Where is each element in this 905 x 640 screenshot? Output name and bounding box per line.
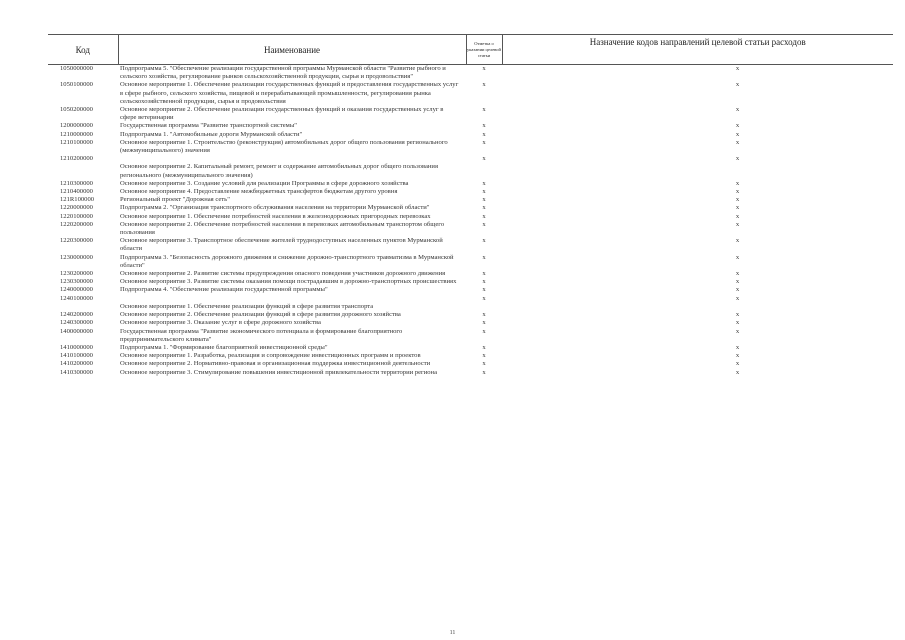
table-row	[48, 213, 893, 221]
cell-name: Подпрограмма 3. "Безопасность дорожного движения и снижение дорожно-транспортного травматизма в Мурманской области"	[120, 253, 454, 269]
cell-purpose: x	[735, 368, 740, 376]
cell-mark: x	[482, 155, 486, 163]
table-row	[48, 270, 893, 278]
target-articles-table	[48, 34, 893, 377]
table-row	[48, 344, 893, 352]
cell-name: Основное мероприятие 2. Нормативно-правовая и организационная поддержка инвестиционной деятельности	[120, 360, 431, 368]
cell-mark	[466, 303, 502, 311]
cell-mark: x	[482, 130, 486, 138]
cell-mark: x	[482, 278, 486, 286]
table-row	[48, 131, 893, 139]
table-row	[48, 352, 893, 360]
cell-mark: x	[482, 106, 486, 114]
cell-purpose: x	[735, 196, 740, 204]
cell-code: 1240300000	[60, 319, 93, 327]
cell-purpose: x	[735, 106, 740, 114]
cell-code	[48, 163, 118, 179]
cell-mark: x	[482, 179, 486, 187]
cell-name	[118, 295, 466, 303]
cell-name: Подпрограмма 5. "Обеспечение реализации государственной программы Мурманской области "Развитие рыбного и сельского хозяйства, регулирование рынков сельскохозяйственной продукции, сырья и продовольствия"	[120, 65, 446, 81]
cell-purpose: x	[735, 343, 740, 351]
cell-name: Государственная программа "Развитие транспортной системы"	[120, 122, 297, 130]
cell-mark: x	[482, 204, 486, 212]
cell-purpose: x	[735, 188, 740, 196]
cell-purpose: x	[735, 327, 740, 335]
cell-code: 1210000000	[60, 130, 93, 138]
table-row	[48, 295, 893, 303]
cell-name: Региональный проект "Дорожная сеть"	[120, 196, 230, 204]
table-row	[48, 278, 893, 286]
cell-name: Подпрограмма 2. "Организация транспортного обслуживания населения на территории Мурманской области"	[120, 204, 430, 212]
cell-code: 1400000000	[60, 327, 93, 335]
cell-mark: x	[482, 253, 486, 261]
cell-mark: x	[482, 286, 486, 294]
cell-purpose: x	[735, 253, 740, 261]
header-code: Код	[48, 35, 118, 65]
cell-mark: x	[482, 188, 486, 196]
cell-name: Подпрограмма 4. "Обеспечение реализации государственной программы"	[120, 286, 328, 294]
table-row	[48, 254, 893, 270]
cell-purpose: x	[735, 130, 740, 138]
cell-code: 1220200000	[60, 220, 93, 228]
cell-mark: x	[482, 294, 486, 302]
header-purpose: Назначение кодов направлений целевой статьи расходов	[502, 35, 893, 65]
cell-code	[48, 303, 118, 311]
cell-mark: x	[482, 138, 486, 146]
table-row	[48, 303, 893, 311]
cell-mark: x	[482, 81, 486, 89]
cell-purpose	[502, 303, 893, 311]
cell-code: 1410100000	[60, 352, 93, 360]
cell-name	[118, 155, 466, 163]
cell-purpose: x	[735, 294, 740, 302]
cell-code: 1050000000	[60, 65, 93, 72]
cell-name: Основное мероприятие 1. Строительство (реконструкция) автомобильных дорог общего пользования регионального (межмуниципального) значения	[120, 138, 448, 155]
cell-mark: x	[482, 360, 486, 368]
cell-name: Подпрограмма 1. "Автомобильные дороги Мурманской области"	[120, 130, 303, 138]
cell-name: Основное мероприятие 3. Стимулирование повышения инвестиционной привлекательности территории региона	[120, 368, 437, 376]
cell-mark: x	[482, 319, 486, 327]
cell-purpose: x	[735, 122, 740, 130]
table-row	[48, 122, 893, 130]
table-row	[48, 369, 893, 377]
cell-mark	[466, 163, 502, 179]
cell-name: Основное мероприятие 4. Предоставление межбюджетных трансфертов бюджетам другого уровня	[120, 188, 398, 196]
cell-code: 1210200000	[60, 155, 93, 163]
cell-mark: x	[482, 270, 486, 278]
cell-purpose: x	[735, 311, 740, 319]
cell-code: 1210100000	[60, 138, 93, 146]
cell-name: Основное мероприятие 3. Развитие системы оказания помощи пострадавшим в дорожно-транспортных происшествиях	[120, 278, 457, 286]
table-row	[48, 319, 893, 327]
cell-purpose: x	[735, 65, 740, 72]
cell-mark: x	[482, 352, 486, 360]
table-row	[48, 81, 893, 106]
table-row	[48, 188, 893, 196]
cell-purpose: x	[735, 155, 740, 163]
cell-mark: x	[482, 196, 486, 204]
cell-code: 1240000000	[60, 286, 93, 294]
cell-purpose: x	[735, 319, 740, 327]
table-row	[48, 311, 893, 319]
table-row	[48, 106, 893, 122]
cell-code: 1220100000	[60, 212, 93, 220]
cell-name: Основное мероприятие 2. Обеспечение реализации функций в сфере развития дорожного хозяйства	[120, 311, 401, 319]
table-row	[48, 196, 893, 204]
cell-mark: x	[482, 237, 486, 245]
table-row	[48, 65, 893, 82]
table-row	[48, 180, 893, 188]
cell-purpose: x	[735, 179, 740, 187]
cell-purpose: x	[735, 220, 740, 228]
table-row	[48, 139, 893, 155]
cell-name: Основное мероприятие 1. Разработка, реализация и сопровождение инвестиционных программ и проектов	[120, 352, 421, 360]
cell-purpose: x	[735, 286, 740, 294]
cell-mark: x	[482, 368, 486, 376]
table-row	[48, 204, 893, 212]
cell-purpose: x	[735, 204, 740, 212]
cell-code: 1210400000	[60, 188, 93, 196]
cell-code: 1230200000	[60, 270, 93, 278]
cell-mark: x	[482, 65, 486, 72]
cell-name: Основное мероприятие 3. Оказание услуг в сфере дорожного хозяйства	[120, 319, 321, 327]
cell-purpose: x	[735, 360, 740, 368]
cell-purpose: x	[735, 352, 740, 360]
table-header	[48, 35, 893, 65]
cell-code: 1220000000	[60, 204, 93, 212]
cell-mark: x	[482, 212, 486, 220]
cell-name: Основное мероприятие 2. Развитие системы предупреждения опасного поведения участников дорожного движения	[120, 270, 446, 278]
cell-name: Основное мероприятие 1. Обеспечение реализации государственных функций и предоставления государственных услуг в сфере рыбного, сельского хозяйства, пищевой и перерабатывающей промышленности, регулирования рынка сельскохозяйственной продукции, сырья и продовольствия	[120, 81, 459, 105]
table-body	[48, 65, 893, 377]
cell-name: Основное мероприятие 1. Обеспечение реализации функций в сфере развития транспорта	[120, 302, 374, 310]
cell-code: 1410300000	[60, 368, 93, 376]
cell-purpose: x	[735, 138, 740, 146]
cell-purpose: x	[735, 237, 740, 245]
table-row	[48, 328, 893, 344]
cell-mark: x	[482, 343, 486, 351]
cell-code: 1200000000	[60, 122, 93, 130]
cell-purpose: x	[735, 81, 740, 89]
cell-name: Основное мероприятие 2. Капитальный ремонт, ремонт и содержание автомобильных дорог общего пользования регионального (межмуниципального значения)	[120, 163, 438, 179]
cell-code: 1220300000	[60, 237, 93, 245]
page-number: 11	[449, 630, 456, 636]
cell-purpose: x	[735, 270, 740, 278]
table-row	[48, 163, 893, 179]
cell-purpose: x	[735, 278, 740, 286]
cell-code: 1210300000	[60, 179, 93, 187]
cell-name: Основное мероприятие 3. Транспортное обеспечение жителей труднодоступных населенных пунктов Мурманской области	[120, 237, 443, 253]
table-row	[48, 237, 893, 253]
cell-mark: x	[482, 311, 486, 319]
cell-code: 1410000000	[60, 343, 93, 351]
cell-name: Подпрограмма 1. "Формирование благоприятной инвестиционной среды"	[120, 343, 328, 351]
cell-code: 1230000000	[60, 253, 93, 261]
cell-code: 1230300000	[60, 278, 93, 286]
cell-code: 1050200000	[60, 106, 93, 114]
table-row	[48, 360, 893, 368]
cell-code: 1240100000	[60, 294, 93, 302]
cell-code: 1240200000	[60, 311, 93, 319]
cell-code: 1050100000	[60, 81, 93, 89]
cell-code: 121R100000	[60, 196, 95, 204]
cell-name: Основное мероприятие 2. Обеспечение потребностей населения в перевозках автомобильным транспортом общего пользования	[120, 220, 445, 237]
cell-name: Основное мероприятие 3. Создание условий для реализации Программы в сфере дорожного хозяйства	[120, 179, 409, 187]
header-name: Наименование	[118, 35, 466, 65]
cell-purpose: x	[735, 212, 740, 220]
header-mark: Отметка о указании целевой статьи	[466, 35, 502, 65]
cell-mark: x	[482, 122, 486, 130]
cell-mark: x	[482, 220, 486, 228]
table-row	[48, 155, 893, 163]
cell-mark: x	[482, 327, 486, 335]
cell-name: Основное мероприятие 1. Обеспечение потребностей населения в железнодорожных пригородных перевозках	[120, 212, 431, 220]
cell-code: 1410200000	[60, 360, 93, 368]
table-row	[48, 221, 893, 237]
cell-name: Основное мероприятие 2. Обеспечение реализации государственных функций и оказания государственных услуг в сфере ветеринарии	[120, 106, 444, 122]
cell-purpose	[502, 163, 893, 179]
table-row	[48, 286, 893, 294]
cell-name: Государственная программа "Развитие экономического потенциала и формирование благоприятного предпринимательского климата"	[120, 327, 403, 343]
